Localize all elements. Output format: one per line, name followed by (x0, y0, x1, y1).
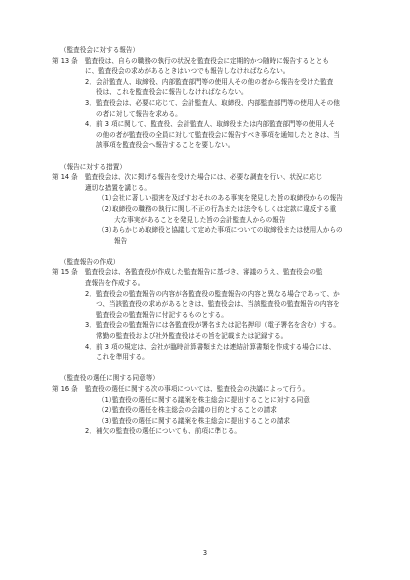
item-number: （1） (98, 194, 116, 203)
paragraph-number: 3． (85, 321, 96, 330)
text-line (52, 352, 368, 363)
text-line (52, 109, 368, 120)
line-text: 査報告を作成する。 (85, 279, 145, 288)
article-section (52, 373, 368, 437)
text-line (52, 87, 368, 98)
text-line (52, 416, 368, 427)
paragraph-number: 3． (85, 98, 96, 107)
item-number: （2） (98, 406, 116, 415)
line-text: 監査役の選任に関する議案を株主総会に提出することに対する同意 (112, 395, 310, 404)
paragraph-number: 4． (85, 342, 96, 351)
line-text: 会計監査人、取締役、内部監査部門等の使用人その他の者から報告を受けた監査 (96, 77, 334, 86)
line-text: の他の者が監査役の全員に対して監査役会に報告すべき事項を通知したときは、当 (96, 130, 340, 139)
paragraph-number: 2． (85, 427, 96, 436)
text-line (52, 140, 368, 151)
paragraph-number: 4． (85, 120, 96, 129)
text-line (52, 183, 368, 194)
text-line (52, 236, 368, 247)
line-text: 常勤の監査役および社外監査役はその旨を記載または記録する。 (96, 332, 288, 341)
line-text: 監査役会は、次に掲げる報告を受けた場合には、必要な調査を行い、状況に応じ (85, 173, 323, 182)
line-text: 大な事実があることを発見した旨の会計監査人からの報告 (114, 215, 286, 224)
text-line (52, 267, 368, 278)
article-number: 第 15 条 (52, 268, 78, 277)
line-text: に、監査役会の求めがあるときはいつでも報告しなければならない。 (85, 67, 290, 76)
line-text: つ、当該監査役の求めがあるときは、監査役会は、当該監査役の監査報告の内容を (96, 300, 340, 309)
text-line (52, 405, 368, 416)
text-line (52, 310, 368, 321)
text-line (52, 320, 368, 331)
page-number: 3 (202, 549, 208, 557)
line-text: 前 3 項の規定は、会社が臨時計算書類または連結計算書類を作成する場合には、 (96, 342, 336, 351)
text-line (52, 384, 368, 395)
text-line (52, 225, 368, 236)
line-text: これを準用する。 (96, 353, 149, 362)
text-line (52, 395, 368, 406)
document-body (52, 45, 368, 437)
text-line (52, 289, 368, 300)
line-text: 前 3 項に関して、監査役、会計監査人、取締役または内部監査部門等の使用人そ (96, 120, 336, 129)
paragraph-number: 2． (85, 77, 96, 86)
paragraph-number: 2． (85, 289, 96, 298)
text-line (52, 172, 368, 183)
text-line (52, 331, 368, 342)
line-text: 役は、これを監査役会に報告しなければならない。 (96, 88, 248, 97)
item-number: （3） (98, 416, 116, 425)
text-line (52, 342, 368, 353)
article-section (52, 257, 368, 363)
line-text: 補欠の監査役の選任についても、前項に準じる。 (96, 427, 241, 436)
line-text: 監査役会の監査報告に付記するものとする。 (96, 310, 228, 319)
line-text: 監査役の選任に関する次の事項については、監査役会の決議によって行う。 (85, 385, 310, 393)
line-text: 監査役会の監査報告には各監査役が署名または記名押印（電子署名を含む）する。 (96, 321, 340, 330)
line-text: 監査役会は、各監査役が作成した監査報告に基づき、審議のうえ、監査役会の監 (85, 268, 323, 277)
article-number: 第 14 条 (52, 173, 78, 182)
line-text: 該事項を監査役会へ報告することを要しない。 (96, 141, 235, 150)
line-text: 監査役は、自らの職務の執行の状況を監査役会に定期的かつ随時に報告するととも (85, 56, 329, 65)
line-text: あらかじめ取締役と協議して定めた事項についての取締役または使用人からの (112, 226, 343, 235)
text-line (52, 130, 368, 141)
article-heading: （監査報告の作成） (60, 257, 120, 266)
article-section (52, 162, 368, 247)
item-number: （3） (98, 226, 116, 235)
article-heading: （監査役会に対する報告） (60, 46, 140, 54)
item-number: （1） (98, 395, 116, 404)
line-text: 報告 (114, 236, 128, 245)
line-text: 会社に著しい損害を及ぼすおそれのある事実を発見した旨の取締役からの報告 (112, 194, 343, 203)
text-line (52, 98, 368, 109)
text-line (52, 215, 368, 226)
line-text: 監査役会は、必要に応じて、会計監査人、取締役、内部監査部門等の使用人その他 (96, 98, 340, 107)
line-text: 取締役の職務の執行に関し不正の行為または法令もしくは定款に違反する重 (112, 204, 337, 213)
article-heading: （監査役の選任に関する同意等） (60, 374, 159, 383)
article-number: 第 16 条 (52, 385, 78, 393)
item-number: （2） (98, 204, 116, 213)
text-line (52, 204, 368, 215)
line-text: 適切な措置を講じる。 (85, 183, 151, 192)
text-line (52, 193, 368, 204)
article-number: 第 13 条 (52, 56, 78, 65)
line-text: の者に対して報告を求める。 (96, 109, 182, 118)
article-heading: （報告に対する措置） (60, 162, 126, 171)
article-section (52, 45, 368, 151)
text-line (52, 119, 368, 130)
text-line (52, 299, 368, 310)
text-line (52, 426, 368, 437)
text-line (52, 278, 368, 289)
text-line (52, 66, 368, 77)
text-line (52, 77, 368, 88)
line-text: 監査役の選任を株主総会の会議の目的とすることの請求 (112, 406, 277, 415)
text-line (52, 56, 368, 67)
line-text: 監査役の選任に関する議案を株主総会に提出することの請求 (112, 416, 291, 425)
line-text: 監査役会の監査報告の内容が各監査役の監査報告の内容と異なる場合であって、か (96, 289, 340, 298)
